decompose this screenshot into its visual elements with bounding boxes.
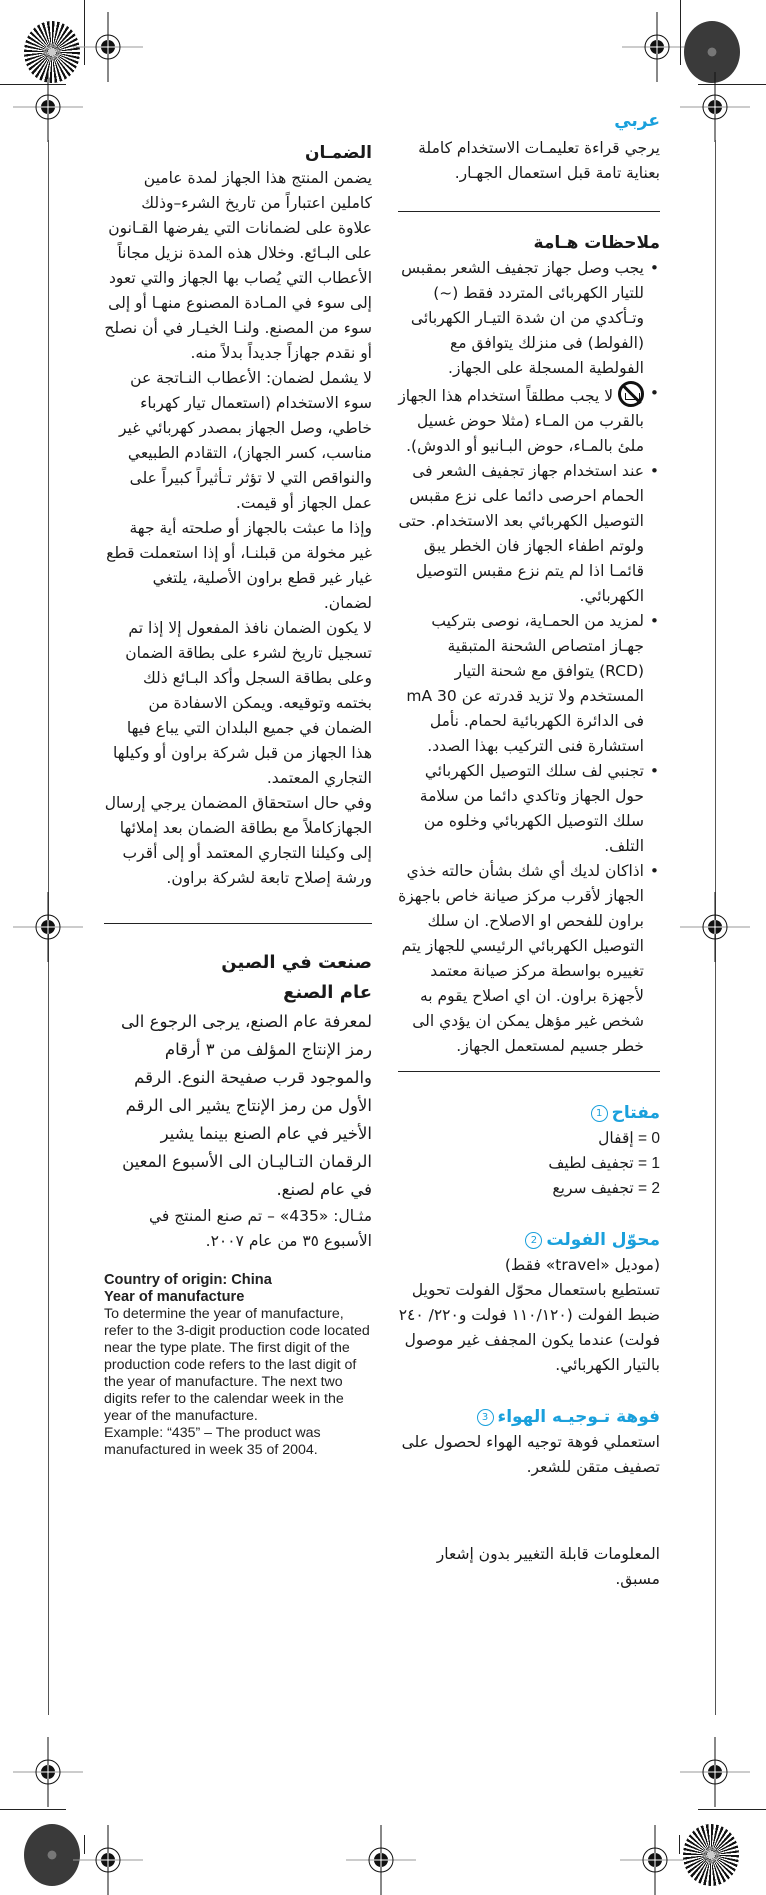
note-item: • تجنبي لف سلك التوصيل الكهربائي حول الجهاز وتاكدي دائما من سلامة سلك التوصيل الكهربائي وخلوه من التلف. [398, 759, 644, 859]
note-item: • لمزيد من الحمـاية، نوصى بتركيب جهـاز امتصاص الشحنة المتبقية (RCD) يتوافق مع شحنة التيار المستخدم ولا تزيد قدرته عن 30 mA فى الدائرة الكهربائية لحمام. نأمل استشارة فنى التركيب بهذا الصدد. [398, 609, 644, 759]
registration-mark-icon [13, 892, 83, 962]
switch-option: 1 = تجفيف لطيف [548, 1155, 660, 1172]
intro-text: يرجي قراءة تعليمـات الاستخدام كاملة بعناية تامة قبل استعمال الجهـار. [418, 139, 660, 182]
year-text: لمعرفة عام الصنع، يرجى الرجوع الى رمز الإنتاج المؤلف من ٣ أرقام والموجود قرب صفيحة النوع. الرقم الأول من رمز الإنتاج يشير الى الرقم الأخير في عام الصنع بينما يشير الرقمان التـاليـان الى الأسبوع المعين في عام لصنع. [121, 1012, 372, 1199]
note-item: • يجب وصل جهاز تجفيف الشعر بمقبس للتيار الكهربائى المتردد فقط (~) وتـأكدي من ان شدة التيـار الكهربائى (الفولط) فى منزلك يتوافق مع الفولطية المسجلة على الجهاز. [398, 256, 644, 381]
year-example-en: Example: “435” – The product was manufactured in week 35 of 2004. [104, 1425, 321, 1458]
crop-line [680, 0, 681, 65]
crop-line [698, 1809, 766, 1810]
switch-option: 2 = تجفيف سريع [552, 1180, 660, 1197]
registration-mark-icon [680, 72, 750, 142]
registration-mark-icon [346, 1825, 416, 1895]
section-divider [398, 211, 660, 212]
warranty-paragraph: وفي حال استحقاق المضمان يرجي إرسال الجهازكاملاً مع بطاقة الضمان بعد إملائها إلى وكيلنا التجاري المعتمد أو إلى أقرب ورشة إصلاح تابعة لشركة براون. [104, 794, 372, 887]
disclaimer-text: المعلومات قابلة التغيير بدون إشعار مسبق. [436, 1545, 660, 1588]
year-example: مثـال: «435» – تم صنع المنتج في الأسبوع ٣٥ من عام ٢٠٠٧. [149, 1207, 372, 1250]
year-text-en: To determine the year of manufacture, refer to the 3-digit production code located near the type plate. The first digit of the production code refers to the last digit of the year of manufacture. The next two digits refer to the calendar week in the year of the manufacture. [104, 1306, 370, 1424]
language-heading: عربي [614, 111, 660, 131]
nozzle-heading: فوهة تـوجيـه الهواء3 [398, 1404, 660, 1430]
left-column [104, 140, 372, 1254]
origin-heading-en: Country of origin: China [104, 1272, 272, 1288]
year-heading-en: Year of manufacture [104, 1289, 245, 1305]
notes-list [398, 256, 660, 1059]
circled-number-icon: 3 [477, 1409, 494, 1426]
warranty-paragraph: يضمن المنتج هذا الجهاز لمدة عامين كاملين اعتباراً من تاريخ الشرء–وذلك علاوة على لضمانات التي يفرضها القـانون على البـائع. وخلال هذه المدة نزيل مجاناً الأعطاب التي يُصاب بها الجهاز والتي تعود إلى سوء في المـادة المصنوع منهـا أو إلى سوء من المصنع. ولنـا الخيـار في أن نصلح أو نقدم جهازاً جديداً بدلاً منه. [104, 169, 372, 362]
nozzle-text: استعملي فوهة توجيه الهواء لحصول على تصفيف متقن للشعر. [401, 1433, 660, 1476]
origin-heading: صنعت في الصين [221, 952, 372, 973]
voltage-heading: محوّل الفولت2 [398, 1227, 660, 1253]
notes-heading: ملاحظات هـامة [533, 233, 660, 253]
section-divider [398, 1071, 660, 1072]
no-water-bath-icon [618, 381, 644, 407]
note-item: • اذاكان لديك أي شك بشأن حالته خذي الجهاز لأقرب مركز صيانة خاص باجهزة براون للفحص او الاصلاح. ان سلك التوصيل الكهربائي الرئيسي للجهاز يتم تغييره بواسطة مركز صيانة معتمد لأجهزة براون. ان اي اصلاح يقوم به شخص غير مؤهل يمكن ان يؤدي الى خطر جسيم لمستعمل الجهاز. [398, 859, 644, 1059]
switch-heading: مفتاح1 [398, 1100, 660, 1126]
section-divider [104, 923, 372, 924]
star-target-icon [683, 1824, 739, 1886]
warranty-paragraph: وإذا ما عبثت بالجهاز أو صلحته أية جهة غير مخولة من قبلنـا، أو إذا استعملت قطع غيار غير قطع براون الأصلية، يلتغي لضمان. [106, 519, 372, 612]
voltage-subtitle: (موديل «travel» فقط) [504, 1256, 660, 1274]
circled-number-icon: 1 [591, 1105, 608, 1122]
circled-number-icon: 2 [525, 1232, 542, 1249]
right-column [398, 108, 660, 1592]
note-item: • لا يجب مطلقاً استخدام هذا الجهاز بالقرب من المـاء (مثلا حوض غسيل ملئ بالمـاء، حوض البـانيو أو الدوش). [398, 381, 644, 459]
registration-mark-icon [73, 12, 143, 82]
registration-mark-icon [680, 892, 750, 962]
registration-mark-icon [13, 72, 83, 142]
registration-mark-icon [73, 1825, 143, 1895]
warranty-paragraph: لا يكون الضمان نافذ المفعول إلا إذا تم تسجيل تاريخ لشرء على بطاقة الضمان وعلى بطاقة السجل وأكد البـائع ذلك بختمه وتوقيعه. ويمكن الاسفادة من الضمان في جميع البلدان التي يباع فيها هذا الجهاز من قبل شركة براون أو وكيلها التجاري المعتمد. [112, 619, 372, 787]
voltage-text: تستطيع باستعمال محوّل الفولت تحويل ضبط الفولت (١١٠/١٢٠ فولت و٢٢٠/ ٢٤٠ فولت) عندما يكون المجفف غير موصول بالتيار الكهربائي. [398, 1281, 660, 1374]
crop-line [679, 1835, 680, 1854]
english-origin-block [104, 1272, 372, 1459]
year-heading: عام الصنع [283, 982, 372, 1003]
warranty-heading: الضمـان [304, 143, 372, 163]
registration-mark-icon [680, 1737, 750, 1807]
registration-mark-icon [13, 1737, 83, 1807]
color-calibration-disc-icon [24, 1824, 80, 1886]
note-item: • عند استخدام جهاز تجفيف الشعر فى الحمام احرصى دائما على نزع مقبس التوصيل الكهربائي بعد الاستخدام. حتى ولوتم اطفاء الجهاز فان الخطر يبق قائمـا اذا لم يتم نزع مقبس التوصيل الكهربائي. [398, 459, 644, 609]
switch-option: 0 = إقفال [598, 1130, 660, 1147]
warranty-paragraph: لا يشمل لضمان: الأعطاب النـاتجة عن سوء الاستخدام (استعمال تيار كهرباء خاطي، وصل الجهاز بمصدر كهربائي غير مناسب، كسر الجهاز)، التقادم الطبيعي والنواقص التي لا تؤثر تـأثيراً كبيراً على عمل الجهاز أو قيمت. [119, 369, 372, 512]
crop-line [0, 1809, 66, 1810]
